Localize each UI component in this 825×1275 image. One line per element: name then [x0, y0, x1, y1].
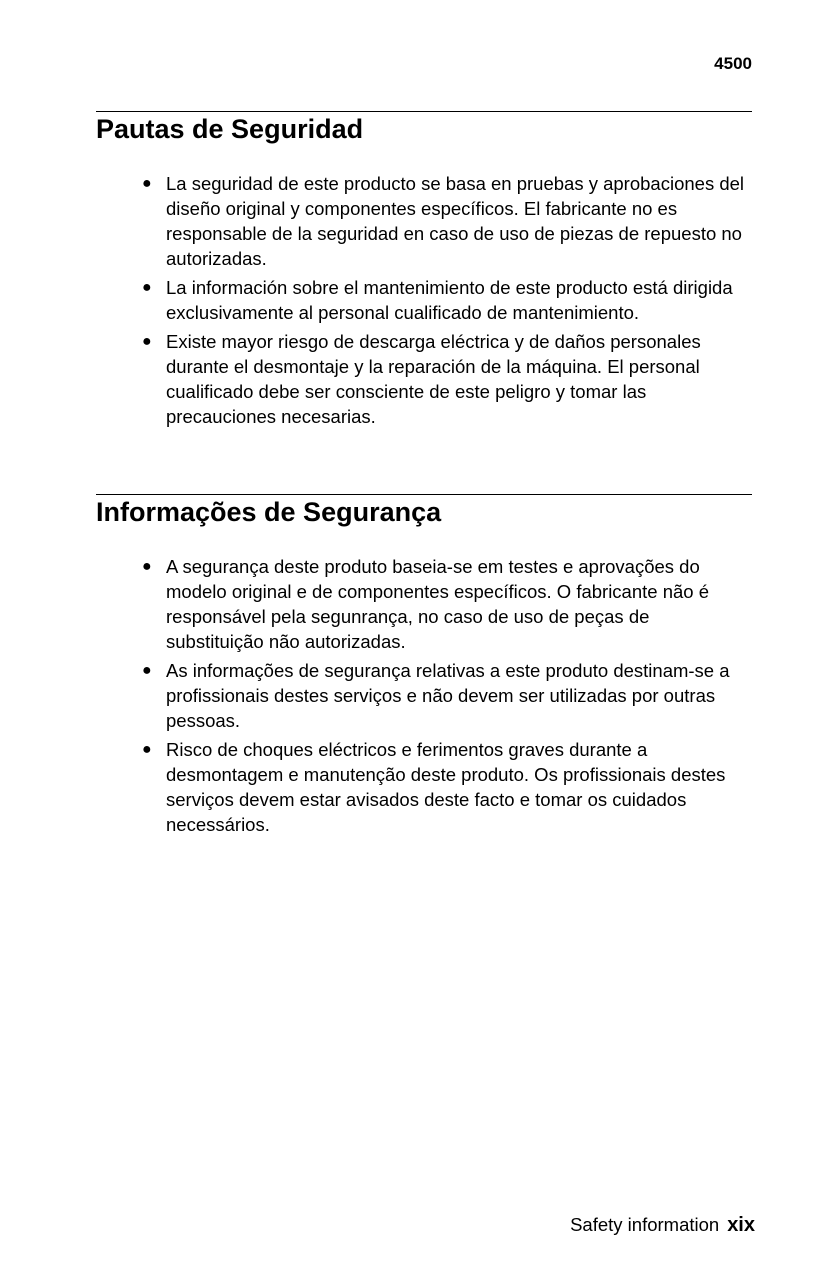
list-item-text: As informações de segurança relativas a este produto destinam-se a profissionais destes serviços e não devem ser utilizadas por outras pessoas. — [166, 660, 730, 731]
model-number: 4500 — [714, 54, 752, 73]
section-title: Informações de Segurança — [96, 497, 442, 527]
bullet-icon: ● — [142, 333, 152, 350]
bullet-icon: ● — [142, 741, 152, 758]
list-item-text: Existe mayor riesgo de descarga eléctrica y de daños personales durante el desmontaje y la reparación de la máquina. El personal cualificado debe ser consciente de este peligro y tomar las precauciones necesarias. — [166, 331, 701, 427]
list-item-text: La seguridad de este producto se basa en pruebas y aprobaciones del diseño original y componentes específicos. El fabricante no es responsable de la seguridad en caso de uso de piezas de repuesto no autorizadas. — [166, 173, 745, 269]
list-item — [96, 171, 752, 271]
bullet-list — [96, 171, 752, 429]
section-title: Pautas de Seguridad — [96, 114, 364, 144]
bullet-icon: ● — [142, 175, 152, 192]
section-informacoes-de-seguranca — [96, 494, 752, 841]
list-item-text: La información sobre el mantenimiento de este producto está dirigida exclusivamente al personal cualificado de mantenimiento. — [166, 277, 733, 323]
list-item-text: A segurança deste produto baseia-se em testes e aprovações do modelo original e de componentes específicos. O fabricante não é responsável pela segunrança, no caso de uso de peças de substituição não autorizadas. — [166, 556, 709, 652]
list-item — [96, 554, 752, 654]
bullet-icon: ● — [142, 558, 152, 575]
list-item — [96, 329, 752, 429]
list-item-text: Risco de choques eléctricos e ferimentos graves durante a desmontagem e manutenção deste produto. Os profissionais destes serviços devem estar avisados deste facto e tomar os cuidados necessários. — [166, 739, 726, 835]
list-item — [96, 737, 752, 837]
bullet-icon: ● — [142, 279, 152, 296]
bullet-icon: ● — [142, 662, 152, 679]
bullet-list — [96, 554, 752, 837]
page-number: xix — [727, 1214, 755, 1236]
footer-section-label: Safety information — [570, 1214, 720, 1235]
list-item — [96, 275, 752, 325]
section-pautas-de-seguridad — [96, 111, 752, 433]
list-item — [96, 658, 752, 733]
page-footer — [570, 1212, 755, 1238]
